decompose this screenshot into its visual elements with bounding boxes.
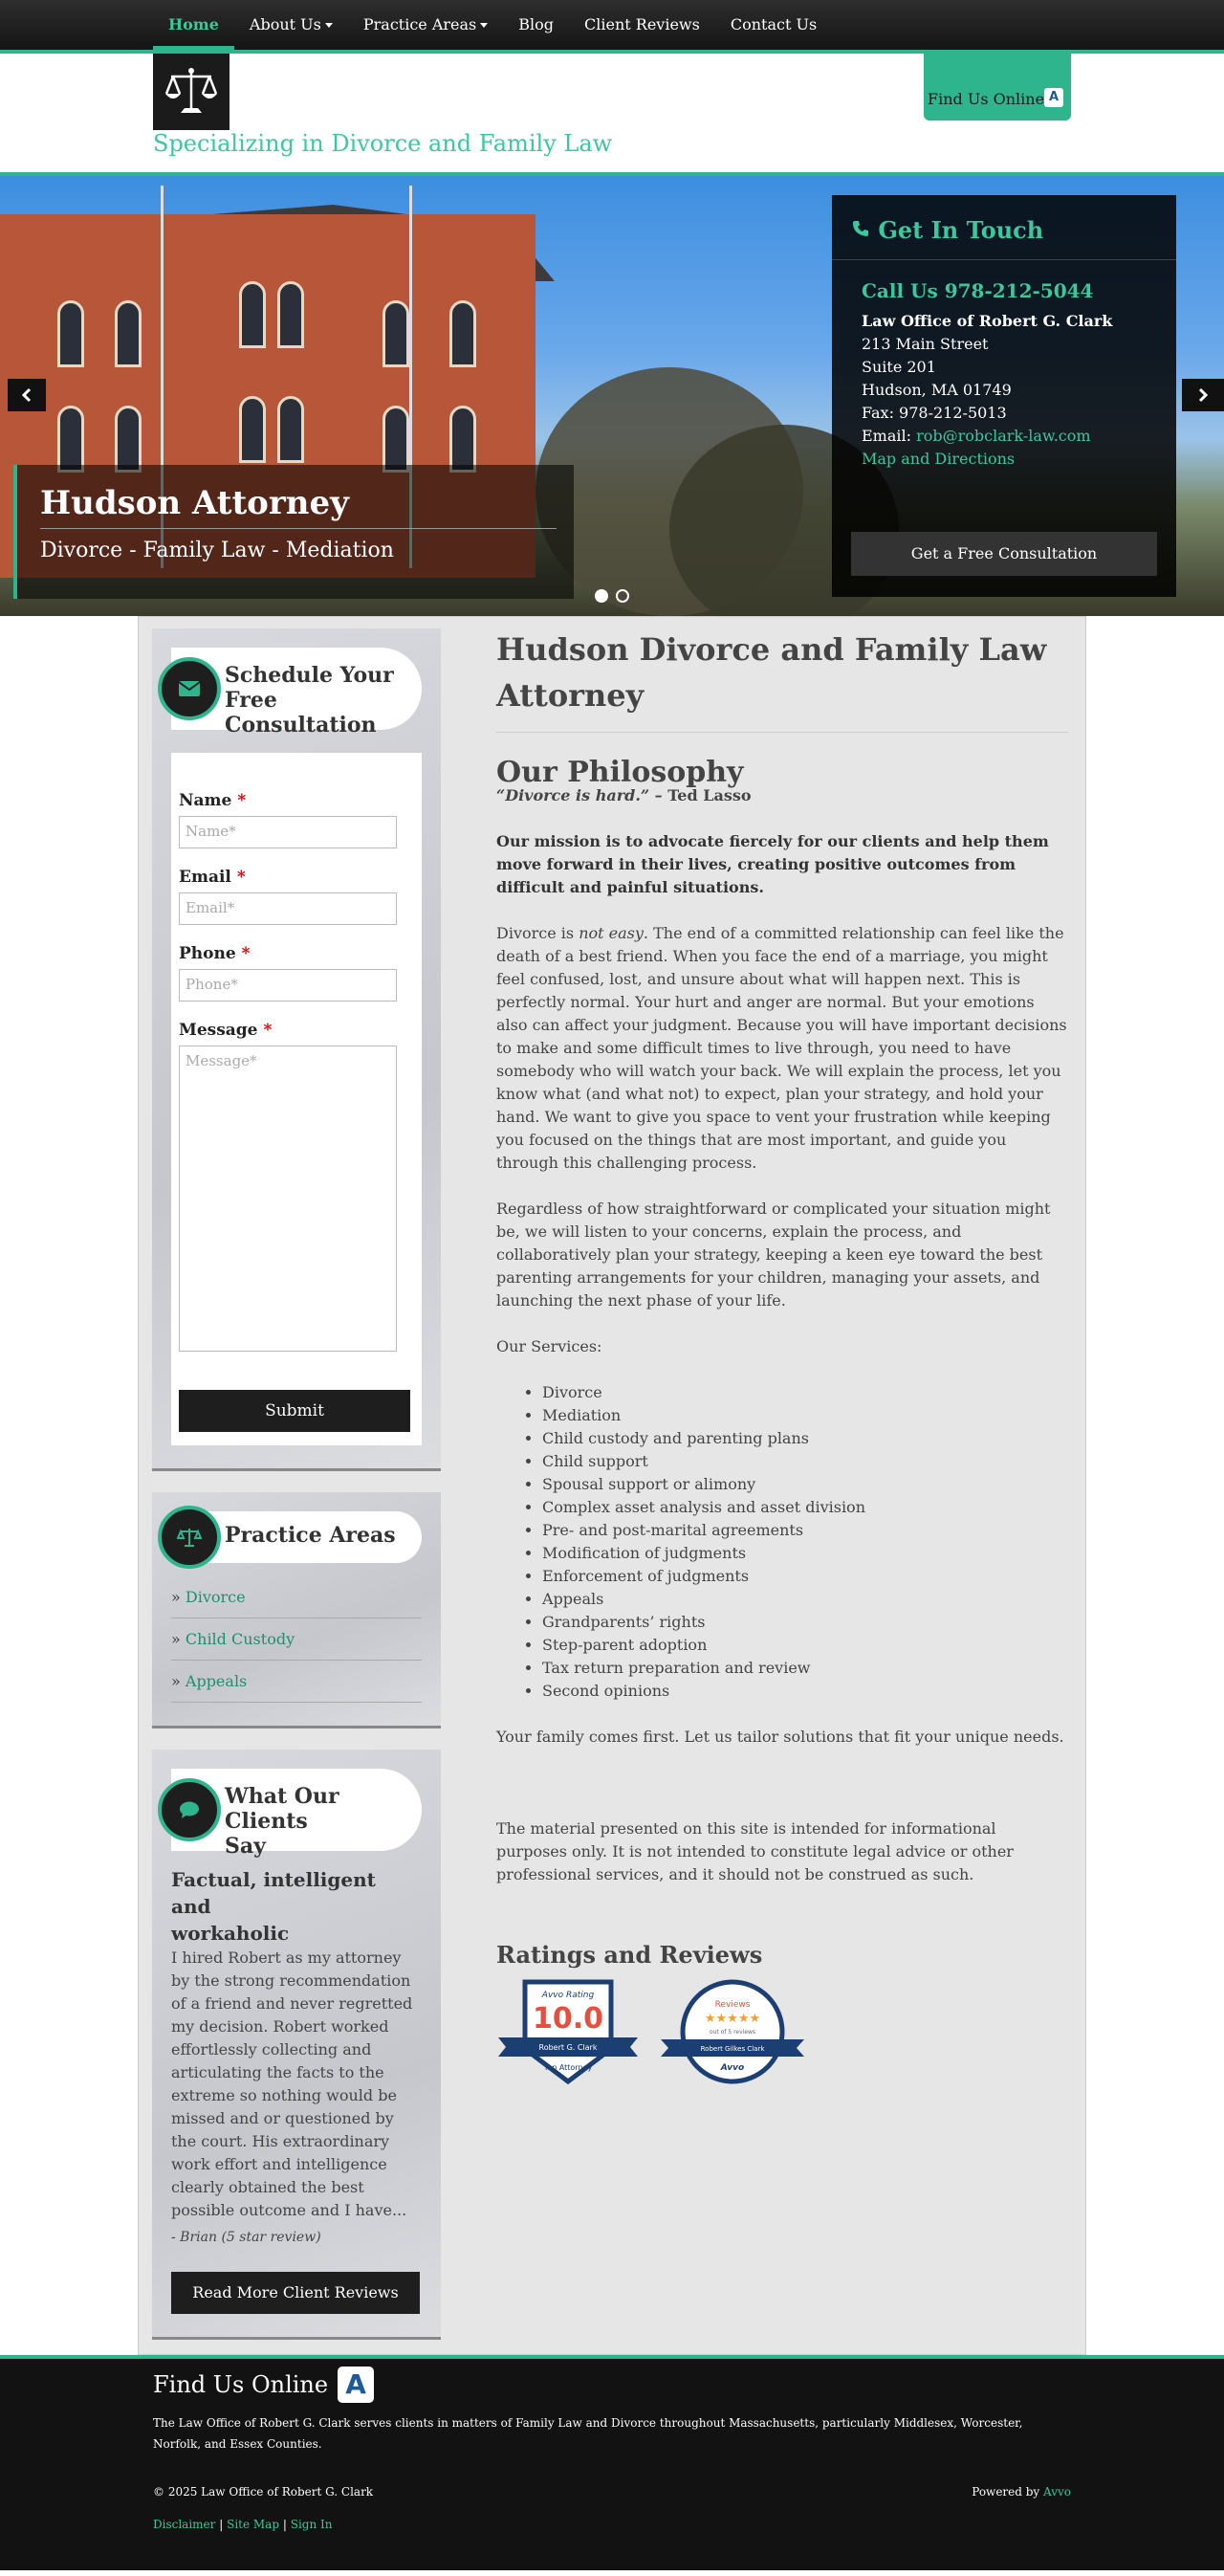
chevron-down-icon (480, 23, 488, 28)
building-window (277, 396, 304, 463)
suite: Suite 201 (862, 358, 936, 376)
ratings-heading: Ratings and Reviews (496, 1941, 763, 1969)
caption-divider (40, 528, 557, 529)
hero-subtitle: Divorce - Family Law - Mediation (40, 539, 394, 562)
map-directions-link[interactable]: Map and Directions (862, 450, 1016, 468)
practice-link-child-custody[interactable]: Child Custody (185, 1630, 295, 1648)
link-separator: | (219, 2518, 224, 2531)
practice-areas-title: Practice Areas (225, 1523, 396, 1548)
sign-in-link[interactable]: Sign In (290, 2518, 333, 2531)
submit-button[interactable]: Submit (179, 1390, 410, 1432)
name-label (179, 791, 414, 810)
find-us-online-button[interactable] (924, 54, 1071, 121)
message-field[interactable] (179, 1046, 397, 1352)
list-bullet: » (171, 1588, 181, 1606)
list-item: • Grandparents’ rights (542, 1611, 1068, 1634)
powered-by (972, 2485, 1071, 2499)
contact-details (832, 260, 1176, 490)
footer-find-us-heading (153, 2359, 1071, 2403)
slider-pagination (595, 589, 629, 603)
avvo-icon[interactable]: A (338, 2367, 374, 2403)
slider-prev-button[interactable] (8, 379, 46, 411)
consultation-form (171, 753, 422, 1445)
scales-icon (177, 1527, 202, 1548)
badge2-sub: out of 5 reviews (709, 2029, 756, 2036)
slide-dot-1[interactable] (595, 589, 608, 603)
email-placeholder: Email* (186, 899, 235, 916)
list-item: • Child custody and parenting plans (542, 1427, 1068, 1450)
paragraph-divorce (496, 922, 1068, 1175)
firm-name: Law Office of Robert G. Clark (862, 312, 1113, 330)
message-label-text: Message (179, 1021, 258, 1040)
email-field[interactable] (179, 892, 397, 925)
site-tagline: Specializing in Divorce and Family Law (153, 130, 613, 157)
footer-about-text: The Law Office of Robert G. Clark serves clients in matters of Family Law and Divorce throughout Massachusetts, particularly Middlesex, Worcester, Norfolk, and Essex Counties. (153, 2416, 1023, 2451)
scales-of-justice-logo[interactable] (153, 54, 230, 130)
ratings-badges (496, 1978, 1068, 2089)
reviews-heading-line2: Say (225, 1834, 266, 1859)
practice-areas-heading (171, 1511, 422, 1563)
nav-blog[interactable] (503, 0, 569, 50)
main-content-area (138, 616, 1086, 2355)
name-placeholder: Name* (186, 823, 236, 840)
slider-next-button[interactable] (1182, 379, 1224, 411)
list-bullet: » (171, 1672, 181, 1690)
badge2-brand: Avvo (720, 2063, 745, 2073)
required-mark: * (263, 1021, 273, 1040)
phone-placeholder: Phone* (186, 976, 238, 993)
phone-icon (851, 219, 870, 238)
copyright: © 2025 Law Office of Robert G. Clark (153, 2485, 374, 2499)
get-in-touch-label: Get In Touch (878, 216, 1044, 244)
free-consultation-button[interactable]: Get a Free Consultation (851, 532, 1157, 576)
envelope-icon (178, 680, 201, 697)
chevron-left-icon (21, 387, 33, 403)
site-header (0, 54, 1224, 176)
building-window (57, 406, 84, 473)
email-row (862, 425, 1147, 448)
badge-score: 10.0 (532, 2002, 604, 2036)
schedule-heading (171, 648, 422, 738)
badge-top-text: Avvo Rating (541, 1991, 595, 2000)
page-title (496, 627, 1068, 733)
list-item: • Appeals (542, 1588, 1068, 1611)
list-item (171, 1576, 422, 1618)
get-in-touch-heading (832, 195, 1176, 260)
avvo-rating-badge[interactable] (496, 1978, 640, 2089)
disclaimer-link[interactable]: Disclaimer (153, 2518, 216, 2531)
list-item: • Child support (542, 1450, 1068, 1473)
building-window (239, 281, 266, 348)
building-window (239, 396, 266, 463)
link-separator: | (282, 2518, 287, 2531)
review-title (171, 1866, 422, 1947)
building-window (57, 300, 84, 367)
slide-dot-2[interactable] (616, 589, 629, 603)
list-bullet: » (171, 1630, 181, 1648)
email-label: Email: (862, 427, 912, 445)
envelope-icon-badge (158, 657, 221, 720)
building-window (449, 300, 476, 367)
list-item: • Spousal support or alimony (542, 1473, 1068, 1496)
list-item (171, 1661, 422, 1703)
chevron-down-icon (325, 23, 333, 28)
services-label: Our Services: (496, 1337, 602, 1355)
scales-icon (164, 65, 219, 119)
message-label (179, 1021, 414, 1040)
list-item: • Enforcement of judgments (542, 1565, 1068, 1588)
nav-about[interactable] (234, 0, 348, 50)
read-more-reviews-button[interactable]: Read More Client Reviews (171, 2272, 420, 2314)
building-window (449, 406, 476, 473)
quote-text: “Divorce is hard.” (496, 786, 650, 804)
building-window (277, 281, 304, 348)
family-statement: Your family comes first. Let us tailor solutions that fit your unique needs. (496, 1728, 1064, 1746)
paragraph-process: Regardless of how straightforward or complicated your situation might be, we will listen to your concerns, explain the process, and collaboratively plan your strategy, keeping a keen eye toward the best parenting arrangements for your children, managing your assets, and launching the next phase of your life. (496, 1200, 1051, 1310)
hero-title: Hudson Attorney (40, 484, 349, 522)
review-title-line1: Factual, intelligent and (171, 1868, 376, 1918)
page-title-line2: Attorney (496, 677, 645, 714)
nav-home[interactable] (153, 0, 234, 50)
reviews-heading-line1: What Our Clients (225, 1784, 339, 1834)
footer-links (153, 2518, 1071, 2531)
review-text: I hired Robert as my attorney by the strong recommendation of a friend and never regretted my decision. Robert worked effortlessly collecting and articulating the facts to the extreme so nothing would be missed and or questioned by the court. His extraordinary work effort and intelligence clearly obtained the best possible outcome and I have... (171, 1949, 413, 2219)
list-item: • Complex asset analysis and asset division (542, 1496, 1068, 1519)
practice-areas-widget (152, 1492, 441, 1728)
hero-slider (0, 176, 1224, 616)
nav-blog-label: Blog (518, 15, 555, 33)
badge2-top: Reviews (714, 2000, 751, 2010)
phone-field[interactable] (179, 969, 397, 1002)
philosophy-heading: Our Philosophy (496, 756, 744, 789)
nav-practice-label: Practice Areas (362, 15, 477, 33)
required-mark: * (237, 791, 247, 810)
building-window (382, 406, 409, 473)
email-link[interactable]: rob@robclark-law.com (916, 427, 1091, 445)
article (496, 617, 1068, 2089)
nav-reviews-label: Client Reviews (584, 15, 700, 33)
p1-rest: . The end of a committed relationship can feel like the death of a best friend. When you face the end of a marriage, you might feel confused, lost, and unsure about what will happen next. This is perfectly normal. Your hurt and anger are normal. But your emotions also can affect your judgment. Because you will have important decisions to make and some difficult times to live through, you need to have somebody who will watch your back. We will explain the process, let you know what (and what not) to expect, plan your strategy, and hold your hand. We want to give you space to vent your frustration while keeping you focused on the things that are most important, and guide you through this challenging process. (496, 924, 1067, 1172)
review-byline: - Brian (5 star review) (171, 2230, 321, 2245)
badge-label: Top Attorney (543, 2063, 593, 2072)
email-label-text: Email (179, 868, 231, 887)
nav-client-reviews[interactable] (569, 0, 715, 50)
mission-statement: Our mission is to advocate fiercely for our clients and help them move forward in their lives, creating positive outcomes from difficult and painful situations. (496, 832, 1049, 896)
page-title-line1: Hudson Divorce and Family Law (496, 631, 1047, 668)
practice-link-divorce[interactable]: Divorce (185, 1588, 246, 1606)
street-address: 213 Main Street (862, 335, 989, 353)
badge2-name: Robert Gilkes Clark (700, 2045, 765, 2053)
schedule-consultation-widget (152, 628, 441, 1471)
list-item: • Tax return preparation and review (542, 1657, 1068, 1680)
review-title-line2: workaholic (171, 1922, 290, 1945)
required-mark: * (241, 944, 251, 963)
p1-start: Divorce is (496, 924, 579, 942)
scales-icon-badge (158, 1506, 221, 1569)
list-item: • Mediation (542, 1404, 1068, 1427)
nav-practice-areas[interactable] (348, 0, 503, 50)
practice-link-appeals[interactable]: Appeals (185, 1672, 248, 1690)
call-us-link[interactable]: Call Us 978-212-5044 (862, 279, 1094, 302)
schedule-heading-line2: Free Consultation (225, 688, 377, 738)
nav-about-label: About Us (249, 15, 321, 33)
phone-label (179, 944, 414, 963)
footer-bottom-row (153, 2485, 1071, 2499)
services-list (542, 1381, 1068, 1703)
nav-contact[interactable] (715, 0, 832, 50)
fax-number: Fax: 978-212-5013 (862, 404, 1007, 422)
chevron-right-icon (1197, 387, 1209, 403)
client-reviews-widget (152, 1750, 441, 2340)
chat-bubble-icon-badge (158, 1778, 221, 1841)
city-state-zip: Hudson, MA 01749 (862, 381, 1012, 399)
get-in-touch-panel (832, 195, 1176, 597)
reviews-heading (171, 1769, 422, 1859)
badge-name: Robert G. Clark (538, 2043, 598, 2052)
list-item: • Modification of judgments (542, 1542, 1068, 1565)
find-us-online-label: Find Us Online (928, 90, 1045, 108)
top-nav (0, 0, 1224, 54)
avvo-link[interactable]: Avvo (1043, 2485, 1071, 2499)
badge2-stars: ★★★★★ (704, 2012, 761, 2026)
list-item: • Divorce (542, 1381, 1068, 1404)
site-footer (0, 2355, 1224, 2570)
list-item: • Second opinions (542, 1680, 1068, 1703)
building-window (382, 300, 409, 367)
phone-label-text: Phone (179, 944, 236, 963)
footer-find-us-label: Find Us Online (153, 2371, 329, 2398)
practice-areas-list (171, 1576, 422, 1703)
site-map-link[interactable]: Site Map (227, 2518, 280, 2531)
message-placeholder: Message* (186, 1052, 257, 1069)
avvo-icon: A (1044, 88, 1063, 107)
list-item (171, 1618, 422, 1661)
required-mark: * (236, 868, 246, 887)
email-label (179, 868, 414, 887)
philosophy-quote (496, 784, 1068, 807)
hero-caption (13, 465, 574, 599)
avvo-reviews-badge[interactable] (661, 1978, 804, 2089)
legal-disclaimer: The material presented on this site is intended for informational purposes only. It is not intended to constitute legal advice or other professional services, and it should not be construed as such. (496, 1819, 1014, 1883)
building-window (115, 406, 142, 473)
nav-home-label: Home (168, 15, 219, 33)
powered-by-label: Powered by (972, 2485, 1044, 2499)
building-window (115, 300, 142, 367)
name-label-text: Name (179, 791, 232, 810)
nav-contact-label: Contact Us (730, 15, 818, 33)
schedule-heading-line1: Schedule Your (225, 663, 394, 688)
name-field[interactable] (179, 816, 397, 848)
quote-author: – Ted Lasso (649, 786, 752, 804)
list-item: • Step-parent adoption (542, 1634, 1068, 1657)
p1-emphasis: not easy (579, 924, 644, 942)
sidebar (152, 628, 441, 2340)
chat-bubble-icon (179, 1800, 200, 1819)
list-item: • Pre- and post-marital agreements (542, 1519, 1068, 1542)
nav-menu (153, 0, 832, 50)
